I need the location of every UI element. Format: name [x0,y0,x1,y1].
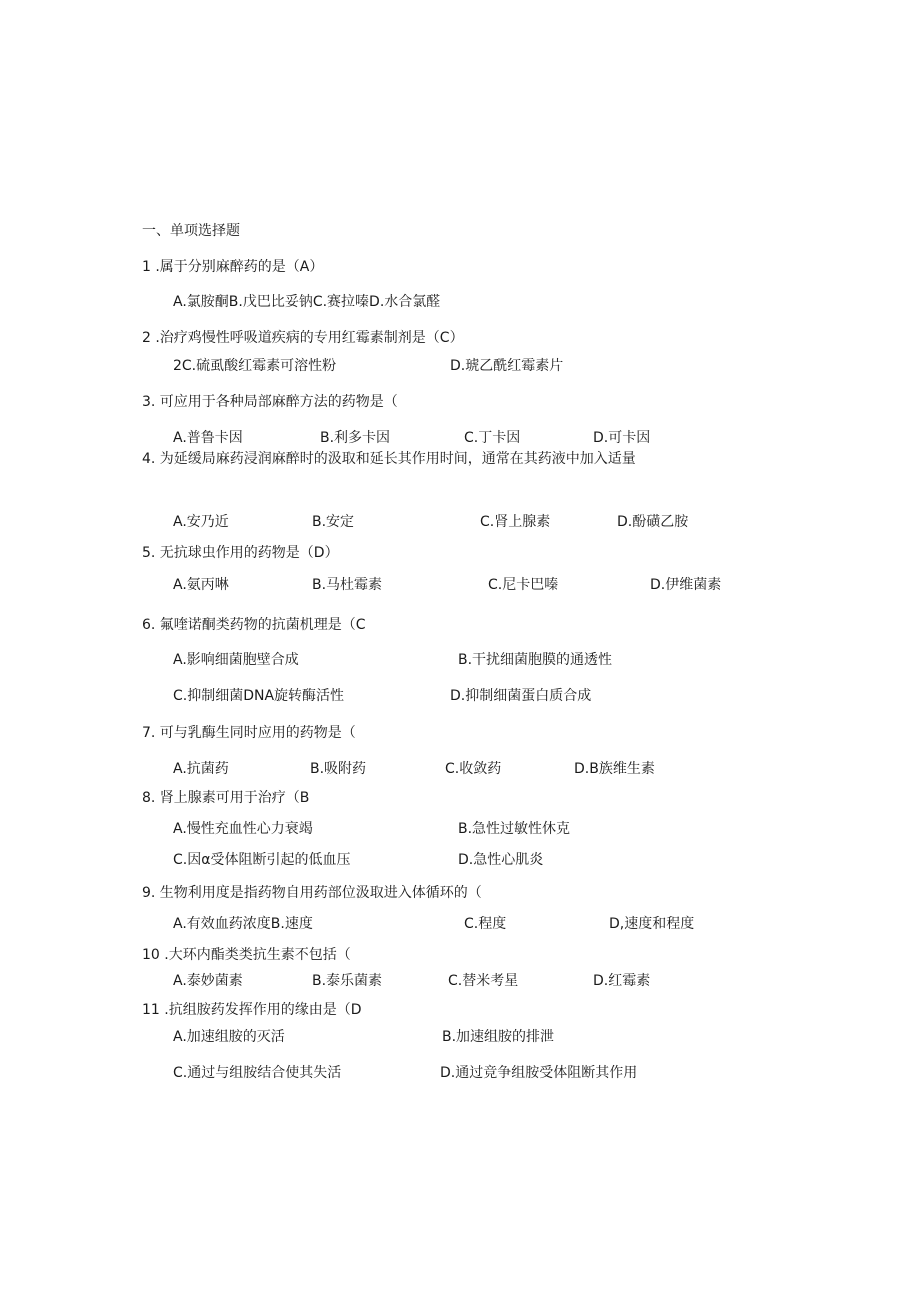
question-option: C.程度 [464,916,507,932]
question-stem: 6. 氟喹诺酮类药物的抗菌机理是（C [142,617,366,633]
question-option: C.通过与组胺结合使其失活 [173,1065,342,1081]
question-option: C.尼卡巴嗪 [488,577,559,593]
question-option: D,速度和程度 [609,916,695,932]
question-stem: 11 .抗组胺药发挥作用的缘由是（D [142,1002,362,1018]
question-option: B.马杜霉素 [312,577,383,593]
question-option: A.氨丙啉 [173,577,229,593]
question-option: B.急性过敏性休克 [458,821,571,837]
question-option: D.B族维生素 [574,761,655,777]
question-stem: 8. 肾上腺素可用于治疗（B [142,790,310,806]
question-option: C.替米考星 [448,973,519,989]
section-title: 一、单项选择题 [142,223,240,239]
question-stem: 10 .大环内酯类类抗生素不包括（ [142,947,351,963]
question-option: B.泰乐菌素 [312,973,383,989]
question-stem: 5. 无抗球虫作用的药物是（D） [142,545,339,561]
question-option: D.酚磺乙胺 [617,514,689,530]
question-option: D.抑制细菌蛋白质合成 [450,688,592,704]
question-option: C.丁卡因 [464,430,521,446]
question-option: A.影响细菌胞壁合成 [173,652,299,668]
question-option: A.普鲁卡因 [173,430,243,446]
question-option: A.加速组胺的灭活 [173,1029,285,1045]
question-option: D.急性心肌炎 [458,852,544,868]
question-option: C.收敛药 [445,761,502,777]
question-option: D.红霉素 [593,973,651,989]
question-option: C.因α受体阻断引起的低血压 [173,852,351,868]
question-option: A.安乃近 [173,514,229,530]
question-stem: 4. 为延缓局麻药浸润麻醉时的汲取和延长其作用时间，通常在其药液中加入适量 [142,451,636,467]
question-option: 2C.硫虱酸红霉素可溶性粉 [173,358,337,374]
question-option: B.安定 [312,514,355,530]
question-stem: 9. 生物利用度是指药物自用药部位汲取进入体循环的（ [142,885,482,901]
question-option: A.有效血药浓度B.速度 [173,916,313,932]
question-stem: 7. 可与乳酶生同时应用的药物是（ [142,725,356,741]
question-option: A.氯胺酮B.戊巴比妥钠C.赛拉嗪D.水合氯醛 [173,294,441,310]
question-option: B.吸附药 [310,761,367,777]
question-option: A.慢性充血性心力衰竭 [173,821,313,837]
question-option: B.加速组胺的排泄 [442,1029,555,1045]
question-stem: 3. 可应用于各种局部麻醉方法的药物是（ [142,394,398,410]
question-option: D.琥乙酰红霉素片 [450,358,564,374]
question-option: B.利多卡因 [320,430,391,446]
question-option: D.伊维菌素 [650,577,722,593]
question-stem: 1 .属于分别麻醉药的是（A） [142,259,324,275]
question-option: D.可卡因 [593,430,651,446]
question-option: C.抑制细菌DNA旋转酶活性 [173,688,345,704]
question-option: A.泰妙菌素 [173,973,243,989]
question-option: D.通过竞争组胺受体阻断其作用 [440,1065,638,1081]
question-option: A.抗菌药 [173,761,229,777]
question-option: C.肾上腺素 [480,514,551,530]
question-option: B.干扰细菌胞膜的通透性 [458,652,613,668]
question-stem: 2 .治疗鸡慢性呼吸道疾病的专用红霉素制剂是（C） [142,330,464,346]
